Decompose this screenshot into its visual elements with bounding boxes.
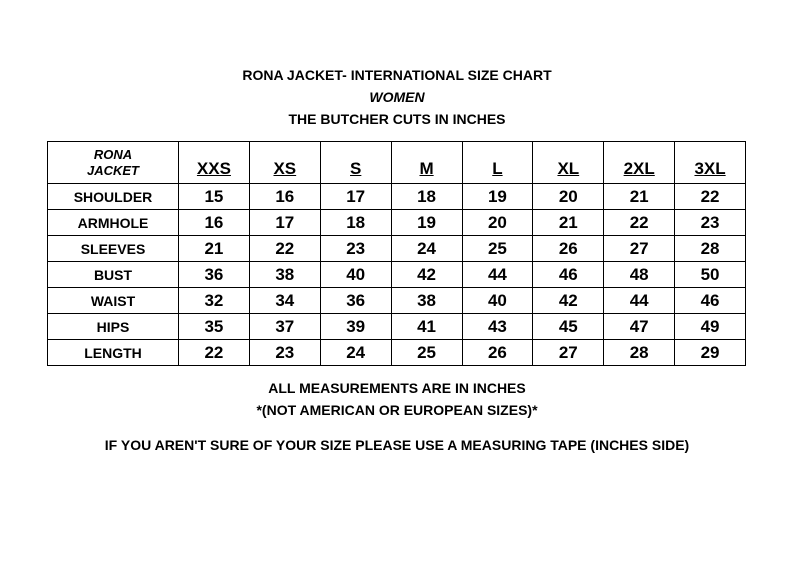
table-cell: 38 <box>391 288 462 314</box>
row-label-armhole: ARMHOLE <box>48 210 179 236</box>
table-cell: 22 <box>179 340 250 366</box>
measuring-tape-note: IF YOU AREN'T SURE OF YOUR SIZE PLEASE USE A MEASURING TAPE (INCHES SIDE) <box>104 437 690 453</box>
table-cell: 23 <box>249 340 320 366</box>
table-row <box>48 184 746 210</box>
table-cell: 21 <box>533 210 604 236</box>
row-label-sleeves: SLEEVES <box>48 236 179 262</box>
table-row <box>48 210 746 236</box>
table-cell: 37 <box>249 314 320 340</box>
table-cell: 46 <box>533 262 604 288</box>
table-cell: 28 <box>604 340 675 366</box>
table-cell: 20 <box>533 184 604 210</box>
table-cell: 20 <box>462 210 533 236</box>
table-cell: 28 <box>675 236 746 262</box>
corner-label <box>48 142 179 184</box>
table-cell: 45 <box>533 314 604 340</box>
chart-subtitle: WOMEN <box>369 89 425 105</box>
table-cell: 24 <box>320 340 391 366</box>
title-block <box>0 64 794 130</box>
table-cell: 24 <box>391 236 462 262</box>
table-row <box>48 340 746 366</box>
table-cell: 19 <box>462 184 533 210</box>
corner-label-line2: JACKET <box>86 162 139 178</box>
table-cell: 26 <box>462 340 533 366</box>
table-cell: 17 <box>320 184 391 210</box>
table-cell: 44 <box>462 262 533 288</box>
table-cell: 27 <box>604 236 675 262</box>
table-cell: 18 <box>391 184 462 210</box>
footer-block <box>0 377 794 421</box>
table-cell: 35 <box>179 314 250 340</box>
table-row <box>48 236 746 262</box>
table-cell: 44 <box>604 288 675 314</box>
size-header-s: S <box>320 142 391 184</box>
table-cell: 19 <box>391 210 462 236</box>
table-cell: 25 <box>391 340 462 366</box>
size-header-3xl: 3XL <box>675 142 746 184</box>
table-cell: 32 <box>179 288 250 314</box>
table-cell: 39 <box>320 314 391 340</box>
table-cell: 41 <box>391 314 462 340</box>
table-row <box>48 262 746 288</box>
table-cell: 50 <box>675 262 746 288</box>
table-cell: 27 <box>533 340 604 366</box>
sizing-disclaimer: *(NOT AMERICAN OR EUROPEAN SIZES)* <box>256 402 538 418</box>
table-cell: 25 <box>462 236 533 262</box>
table-cell: 23 <box>675 210 746 236</box>
size-header-xxs: XXS <box>179 142 250 184</box>
table-cell: 21 <box>179 236 250 262</box>
table-cell: 29 <box>675 340 746 366</box>
chart-caption: THE BUTCHER CUTS IN INCHES <box>288 111 506 127</box>
table-cell: 40 <box>462 288 533 314</box>
table-cell: 36 <box>179 262 250 288</box>
table-cell: 46 <box>675 288 746 314</box>
table-cell: 48 <box>604 262 675 288</box>
row-label-waist: WAIST <box>48 288 179 314</box>
table-cell: 18 <box>320 210 391 236</box>
table-cell: 43 <box>462 314 533 340</box>
table-cell: 38 <box>249 262 320 288</box>
row-label-bust: BUST <box>48 262 179 288</box>
table-cell: 16 <box>179 210 250 236</box>
table-cell: 40 <box>320 262 391 288</box>
corner-label-line1: RONA <box>93 146 133 162</box>
size-header-2xl: 2XL <box>604 142 675 184</box>
table-header-row <box>48 142 746 184</box>
table-cell: 42 <box>391 262 462 288</box>
table-cell: 16 <box>249 184 320 210</box>
size-header-m: M <box>391 142 462 184</box>
row-label-shoulder: SHOULDER <box>48 184 179 210</box>
size-header-l: L <box>462 142 533 184</box>
row-label-hips: HIPS <box>48 314 179 340</box>
table-cell: 34 <box>249 288 320 314</box>
size-header-xs: XS <box>249 142 320 184</box>
table-cell: 22 <box>604 210 675 236</box>
measurements-note: ALL MEASUREMENTS ARE IN INCHES <box>268 380 526 396</box>
size-chart-table <box>47 141 746 366</box>
table-cell: 47 <box>604 314 675 340</box>
row-label-length: LENGTH <box>48 340 179 366</box>
table-cell: 17 <box>249 210 320 236</box>
table-row <box>48 314 746 340</box>
size-header-xl: XL <box>533 142 604 184</box>
table-cell: 23 <box>320 236 391 262</box>
table-cell: 36 <box>320 288 391 314</box>
table-cell: 49 <box>675 314 746 340</box>
table-cell: 15 <box>179 184 250 210</box>
table-cell: 21 <box>604 184 675 210</box>
table-row <box>48 288 746 314</box>
chart-title: RONA JACKET- INTERNATIONAL SIZE CHART <box>242 67 552 83</box>
table-cell: 26 <box>533 236 604 262</box>
table-cell: 22 <box>249 236 320 262</box>
table-cell: 22 <box>675 184 746 210</box>
table-cell: 42 <box>533 288 604 314</box>
